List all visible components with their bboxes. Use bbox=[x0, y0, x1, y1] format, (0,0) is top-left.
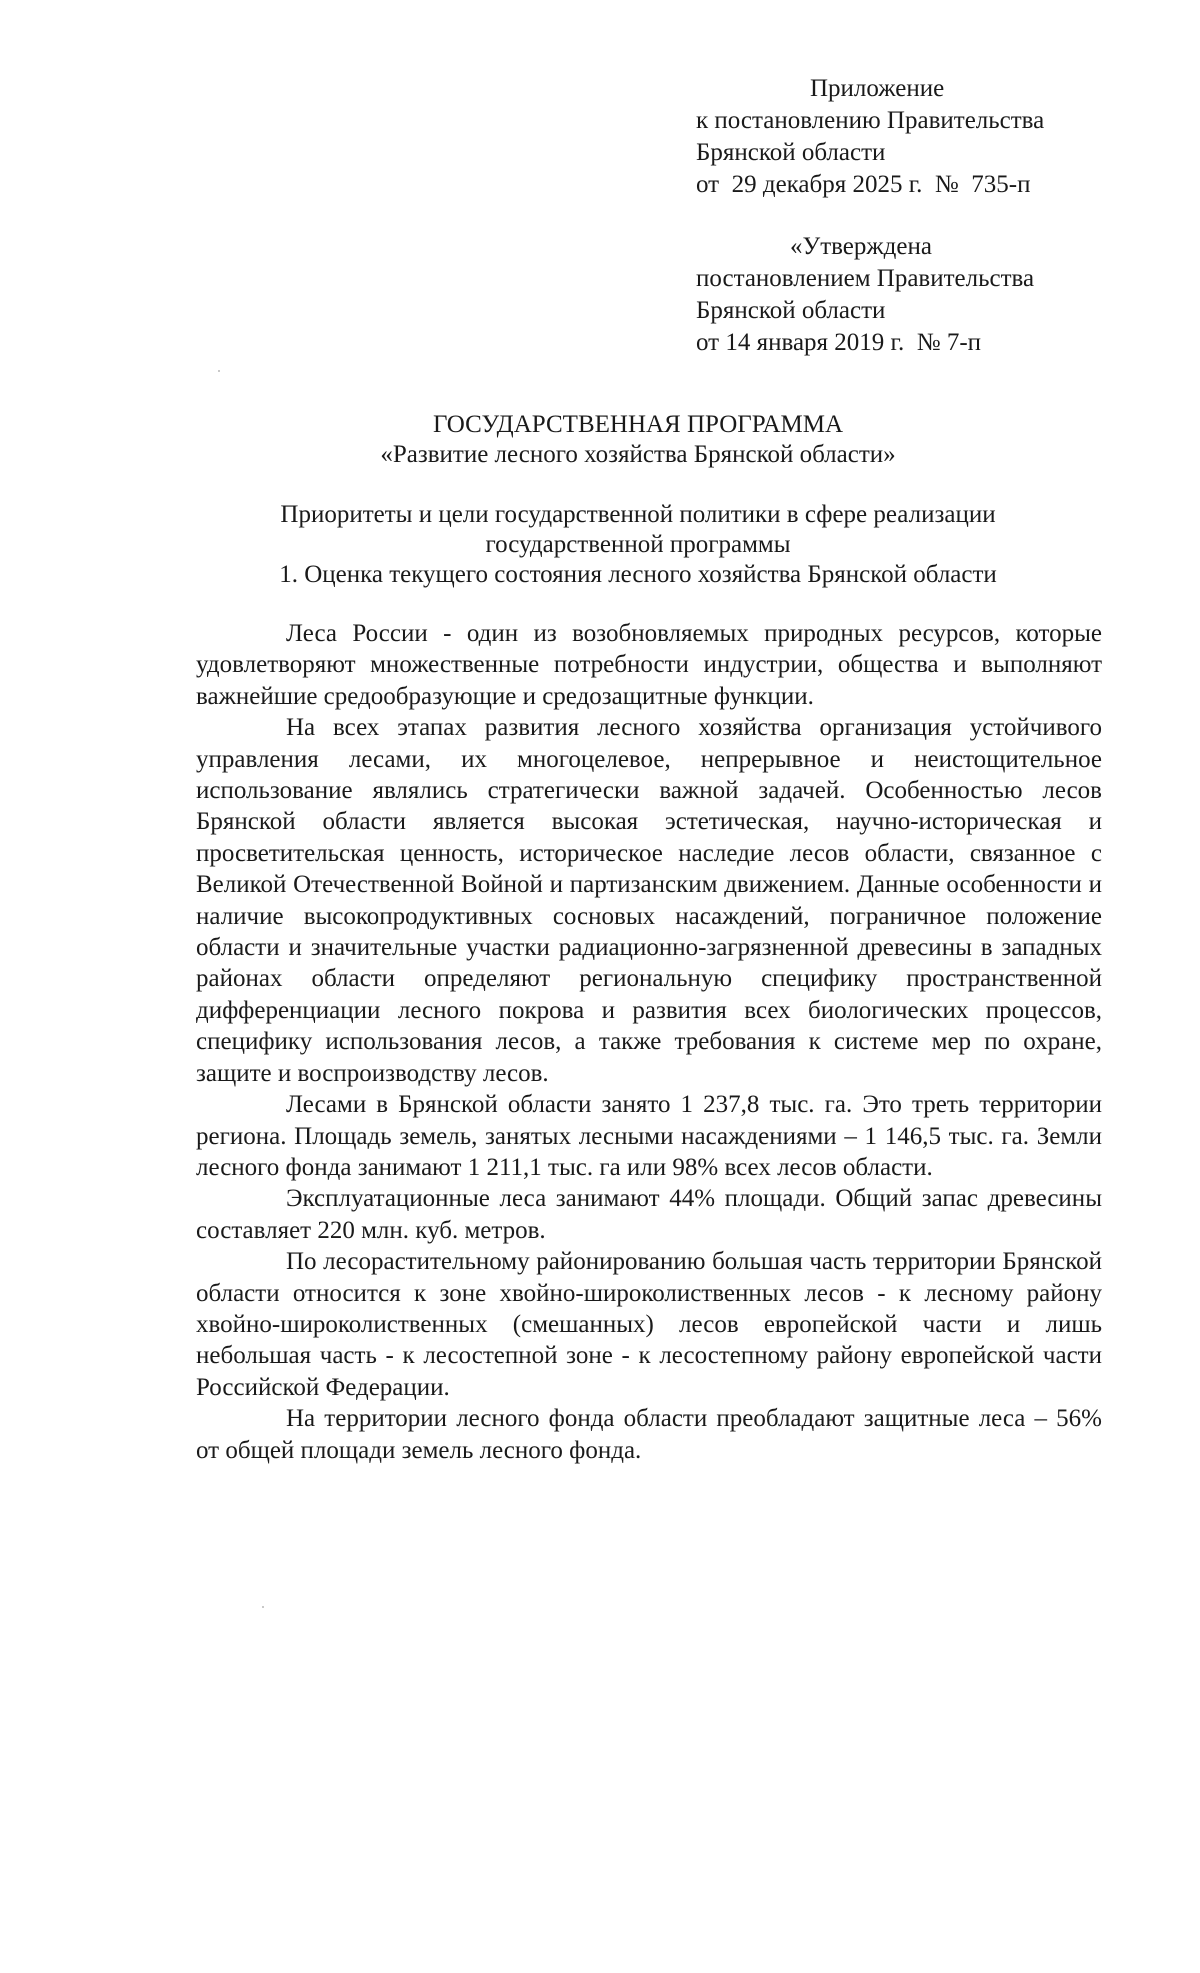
document-body bbox=[196, 618, 1102, 1466]
paragraph: Эксплуатационные леса занимают 44% площади. Общий запас древесины составляет 220 млн. куб. метров. bbox=[196, 1185, 1102, 1244]
approved-line-4: от 14 января 2019 г. № 7-п bbox=[696, 329, 982, 356]
paragraph: Леса России - один из возобновляемых природных ресурсов, которые удовлетворяют множественные потребности индустрии, общества и выполняют важнейшие средообразующие и средозащитные функции. bbox=[196, 620, 1102, 710]
appendix-line-3: Брянской области bbox=[696, 139, 886, 166]
program-title: ГОСУДАРСТВЕННАЯ ПРОГРАММА bbox=[432, 411, 844, 438]
approved-line-1: «Утверждена bbox=[790, 233, 932, 260]
scan-speck bbox=[218, 370, 220, 372]
section-subheading: 1. Оценка текущего состояния лесного хозяйства Брянской области bbox=[279, 561, 997, 588]
section-heading-line-1: Приоритеты и цели государственной политики в сфере реализации bbox=[280, 501, 996, 528]
appendix-line-2: к постановлению Правительства bbox=[696, 107, 1045, 134]
appendix-line-1: Приложение bbox=[810, 75, 945, 102]
program-name: «Развитие лесного хозяйства Брянской области» bbox=[380, 441, 896, 468]
scan-speck bbox=[262, 1606, 264, 1608]
paragraph: По лесорастительному районированию большая часть территории Брянской области относится к зоне хвойно-широколиственных лесов - к лесному району хвойно-широколиственных (смешанных) лесов европейской части и лишь небольшая часть - к лесостепной зоне - к лесостепному району европейской части Российской Федерации. bbox=[196, 1248, 1102, 1401]
paragraph: Лесами в Брянской области занято 1 237,8 тыс. га. Это треть территории региона. Площадь земель, занятых лесными насаждениями – 1 146,5 тыс. га. Земли лесного фонда занимают 1 211,1 тыс. га или 98% всех лесов области. bbox=[196, 1091, 1102, 1181]
appendix-line-4: от 29 декабря 2025 г. № 735-п bbox=[696, 171, 1031, 198]
approved-line-2: постановлением Правительства bbox=[696, 265, 1035, 292]
paragraph: На всех этапах развития лесного хозяйства организация устойчивого управления лесами, их многоцелевое, непрерывное и неистощительное использование являлись стратегически важной задачей. Особенностью лесов Брянской области является высокая эстетическая, научно-историческая и просветительская ценность, историческое наследие лесов области, связанное с Великой Отечественной Войной и партизанским движением. Данные особенности и наличие высокопродуктивных сосновых насаждений, пограничное положение области и значительные участки радиационно-загрязненной древесины в западных районах области определяют региональную специфику пространственной дифференциации лесного покрова и развития всех биологических процессов, специфику использования лесов, а также требования к системе мер по охране, защите и воспроизводству лесов. bbox=[196, 714, 1102, 1087]
paragraph: На территории лесного фонда области преобладают защитные леса – 56% от общей площади земель лесного фонда. bbox=[196, 1405, 1102, 1464]
section-heading-line-2: государственной программы bbox=[485, 531, 791, 558]
approved-line-3: Брянской области bbox=[696, 297, 886, 324]
